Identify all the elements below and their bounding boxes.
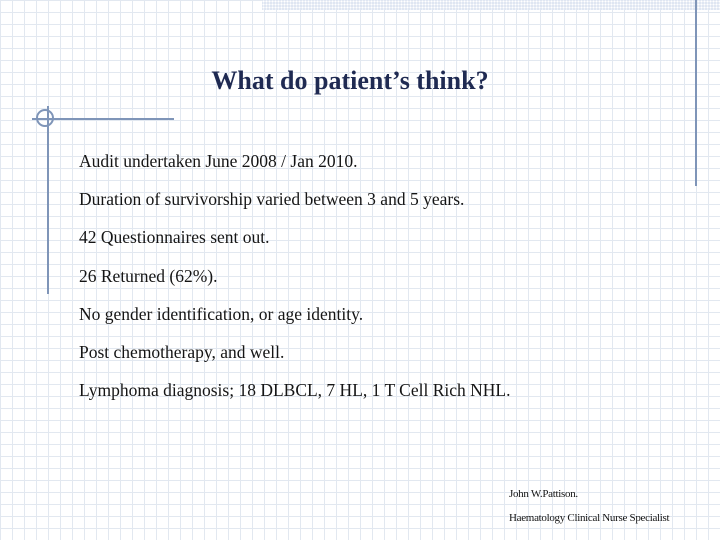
bullet-item: Audit undertaken June 2008 / Jan 2010. (79, 151, 358, 171)
top-decorative-band (262, 0, 720, 10)
bullet-item: 42 Questionnaires sent out. (79, 227, 270, 248)
right-accent-line (695, 0, 697, 186)
author-role: Haematology Clinical Nurse Specialist (509, 512, 670, 524)
bullet-item: Duration of survivorship varied between 3 and 5 years. (79, 189, 465, 210)
left-accent-line (47, 106, 49, 294)
bullet-item: No gender identification, or age identity. (79, 303, 364, 324)
bullet-list (79, 142, 511, 409)
author-block (509, 482, 669, 530)
bullet-item: Lymphoma diagnosis; 18 DLBCL, 7 HL, 1 T Cell Rich NHL. (79, 380, 511, 401)
author-name: John W.Pattison. (509, 488, 578, 500)
bullet-item: Post chemotherapy, and well. (79, 342, 285, 363)
circle-marker-icon (36, 109, 54, 127)
slide-title: What do patient’s think? (211, 66, 489, 95)
bullet-item: 26 Returned (62%). (79, 265, 218, 286)
